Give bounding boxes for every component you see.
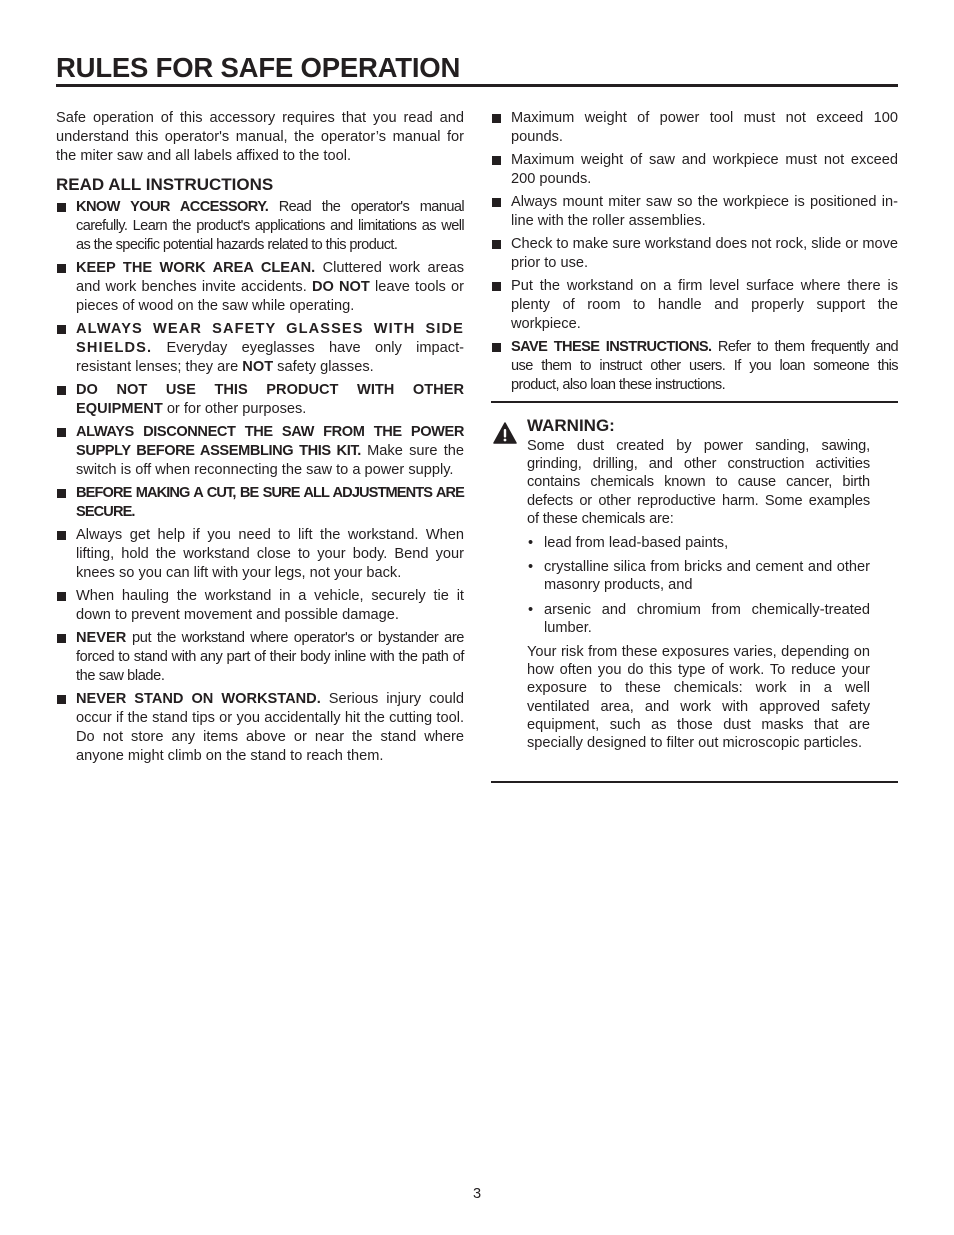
square-bullet-icon xyxy=(492,343,501,352)
item-bold: SAVE THESE INSTRUCTIONS. xyxy=(511,339,712,355)
dot-bullet-icon: • xyxy=(528,535,534,552)
square-bullet-icon xyxy=(492,240,501,249)
list-item xyxy=(56,690,464,766)
list-item xyxy=(56,381,464,419)
item-text: lead from lead-based paints, xyxy=(544,535,729,552)
item-text: Refer to them frequently and use them to instruct other users. If you loan someone this product, also loan these instructions. xyxy=(511,339,899,393)
dot-bullet-icon: • xyxy=(528,601,534,618)
item-text: crystalline silica from bricks and cement and other masonry products, and xyxy=(544,559,870,594)
list-item xyxy=(491,109,898,147)
right-column xyxy=(491,109,898,399)
list-item xyxy=(491,151,898,189)
square-bullet-icon xyxy=(57,634,66,643)
item-text: Maximum weight of power tool must not exceed 100 pounds. xyxy=(511,110,898,145)
item-text: or for other purposes. xyxy=(162,401,307,417)
item-bold-2: DO NOT xyxy=(311,279,370,295)
warning-heading: WARNING: xyxy=(527,416,615,435)
warning-triangle-icon xyxy=(493,422,517,444)
list-item xyxy=(56,629,464,686)
dot-bullet-icon: • xyxy=(528,559,534,576)
title-rule xyxy=(56,84,898,87)
list-item xyxy=(491,277,898,334)
item-bold: NEVER STAND ON WORKSTAND. xyxy=(76,691,321,707)
warning-box xyxy=(491,401,898,783)
item-text-2: leave tools or pieces of wood on the saw while operating. xyxy=(76,279,464,314)
list-item xyxy=(56,526,464,583)
page-title: RULES FOR SAFE OPERATION xyxy=(56,52,461,83)
square-bullet-icon xyxy=(57,695,66,704)
item-text-2: safety glasses. xyxy=(273,359,374,375)
item-text: Serious injury could occur if the stand tips or you accidentally hit the cutting tool. Do not store any items above or near the stand where anyone might climb on the stand to reach them. xyxy=(76,691,464,764)
list-item xyxy=(56,484,464,522)
list-item xyxy=(527,534,870,552)
list-item xyxy=(56,198,464,255)
item-text: Always mount miter saw so the workpiece is positioned in-line with the roller assemblies. xyxy=(511,194,898,229)
list-item xyxy=(527,601,870,637)
item-bold-2: NOT xyxy=(242,359,274,375)
section-heading: READ ALL INSTRUCTIONS xyxy=(56,175,274,194)
square-bullet-icon xyxy=(57,489,66,498)
square-bullet-icon xyxy=(492,282,501,291)
square-bullet-icon xyxy=(492,156,501,165)
list-item xyxy=(56,320,464,377)
left-rules-list xyxy=(56,198,464,766)
warning-content xyxy=(527,415,870,752)
square-bullet-icon xyxy=(492,114,501,123)
item-bold: NEVER xyxy=(76,630,127,646)
list-item xyxy=(56,259,464,316)
item-bold: ALWAYS DISCONNECT THE SAW FROM THE POWER SUPPLY BEFORE ASSEMBLING THIS KIT. xyxy=(76,424,464,459)
item-text: Always get help if you need to lift the workstand. When lifting, hold the workstand close to your body. Bend your knees so you can lift with your legs, not your back. xyxy=(76,527,464,581)
page-number: 3 xyxy=(472,1186,482,1202)
item-text: arsenic and chromium from chemically-treated lumber. xyxy=(544,601,870,636)
warning-bullets xyxy=(527,534,870,637)
list-item xyxy=(56,587,464,625)
square-bullet-icon xyxy=(57,531,66,540)
item-bold: KNOW YOUR ACCESSORY. xyxy=(76,199,269,215)
square-bullet-icon xyxy=(57,325,66,334)
item-bold: ALWAYS WEAR SAFETY GLASSES WITH SIDE SHIELDS. xyxy=(76,321,464,356)
item-text: Everyday eyeglasses have only impact-resistant lenses; they are xyxy=(76,340,464,375)
item-text: Read the operator's manual carefully. Learn the product's applications and limitations as well as the specific potential hazards related to this product. xyxy=(76,199,464,253)
square-bullet-icon xyxy=(57,264,66,273)
warning-paragraph: Some dust created by power sanding, sawing, grinding, drilling, and other construction activities contains chemicals known to cause cancer, birth defects or other reproductive harm. Some examples of these chemicals are: xyxy=(527,438,870,527)
square-bullet-icon xyxy=(57,386,66,395)
square-bullet-icon xyxy=(57,203,66,212)
intro-paragraph: Safe operation of this accessory requires that you read and understand this operator's manual, the operator’s manual for the miter saw and all labels affixed to the tool. xyxy=(56,110,464,164)
square-bullet-icon xyxy=(57,592,66,601)
list-item xyxy=(491,235,898,273)
item-text: put the workstand where operator's or bystander are forced to stand with any part of their body inline with the path of the saw blade. xyxy=(76,630,464,684)
item-bold: BEFORE MAKING A CUT, BE SURE ALL ADJUSTMENTS ARE SECURE. xyxy=(76,485,464,520)
item-text: Maximum weight of saw and workpiece must not exceed 200 pounds. xyxy=(511,152,898,187)
item-text: When hauling the workstand in a vehicle, securely tie it down to prevent movement and possible damage. xyxy=(76,588,464,623)
item-bold: DO NOT USE THIS PRODUCT WITH OTHER EQUIPMENT xyxy=(76,382,464,417)
list-item xyxy=(56,423,464,480)
right-rules-list xyxy=(491,109,898,395)
warning-paragraph-2: Your risk from these exposures varies, depending on how often you do this type of work. To reduce your exposure to these chemicals: work in a well ventilated area, and work with approved safety equipment, such as those dust masks that are specially designed to filter out microscopic particles. xyxy=(527,644,870,752)
list-item xyxy=(491,193,898,231)
item-text: Put the workstand on a firm level surface where there is plenty of room to handle and properly support the workpiece. xyxy=(511,278,898,332)
square-bullet-icon xyxy=(57,428,66,437)
item-text: Cluttered work areas and work benches invite accidents. xyxy=(76,260,464,295)
list-item xyxy=(491,338,898,395)
list-item xyxy=(527,558,870,594)
item-bold: KEEP THE WORK AREA CLEAN. xyxy=(76,260,316,276)
left-column xyxy=(56,109,464,770)
square-bullet-icon xyxy=(492,198,501,207)
item-text: Make sure the switch is off when reconnecting the saw to a power supply. xyxy=(76,443,464,478)
item-text: Check to make sure workstand does not rock, slide or move prior to use. xyxy=(511,236,898,271)
